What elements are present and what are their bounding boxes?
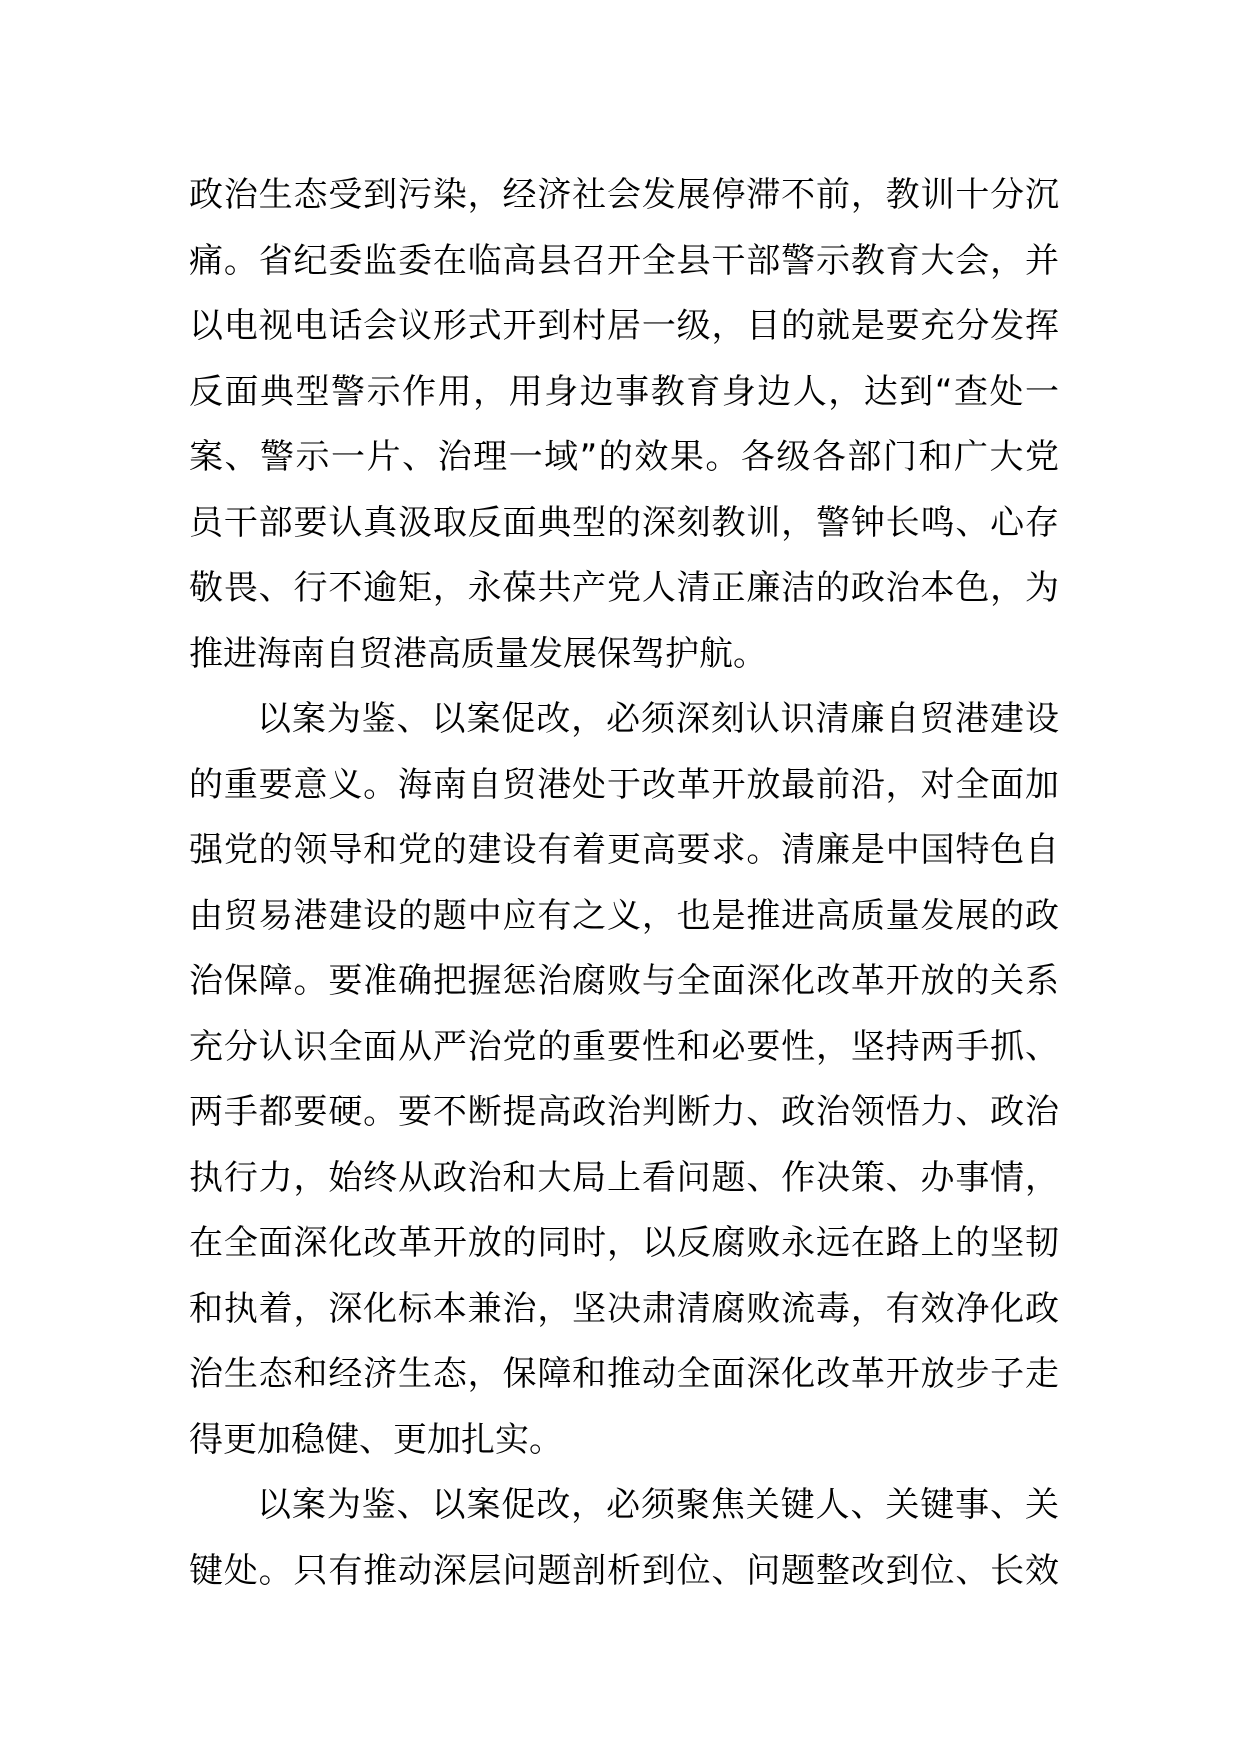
- text-line: 治生态和经济生态，保障和推动全面深化改革开放步子走: [189, 1354, 1059, 1394]
- text-line: 政治生态受到污染，经济社会发展停滞不前，教训十分沉: [189, 175, 1059, 215]
- text-line: 痛。省纪委监委在临高县召开全县干部警示教育大会，并: [189, 240, 1059, 281]
- text-line: 员干部要认真汲取反面典型的深刻教训，警钟长鸣、心存: [189, 502, 1059, 543]
- paragraph-first-line: 以案为鉴、以案促改，必须聚焦关键人、关键事、关: [257, 1485, 1059, 1525]
- text-line: 执行力，始终从政治和大局上看问题、作决策、办事情，: [189, 1157, 1059, 1198]
- text-line: 强党的领导和党的建设有着更高要求。清廉是中国特色自: [189, 830, 1059, 870]
- text-line: 推进海南自贸港高质量发展保驾护航。: [189, 633, 767, 674]
- text-line: 得更加稳健、更加扎实。: [189, 1419, 563, 1460]
- text-line: 反面典型警示作用，用身边事教育身边人，达到“查处一: [189, 371, 1059, 412]
- text-line: 案、警示一片、治理一域”的效果。各级各部门和广大党: [189, 437, 1059, 477]
- text-line: 和执着，深化标本兼治，坚决肃清腐败流毒，有效净化政: [189, 1288, 1059, 1329]
- text-line: 在全面深化改革开放的同时，以反腐败永远在路上的坚韧: [189, 1223, 1059, 1263]
- text-line: 的重要意义。海南自贸港处于改革开放最前沿，对全面加: [189, 764, 1059, 805]
- text-line: 充分认识全面从严治党的重要性和必要性，坚持两手抓、: [189, 1026, 1059, 1067]
- text-line: 键处。只有推动深层问题剖析到位、问题整改到位、长效: [189, 1550, 1059, 1591]
- paragraph-first-line: 以案为鉴、以案促改，必须深刻认识清廉自贸港建设: [257, 699, 1059, 739]
- text-line: 敬畏、行不逾矩，永葆共产党人清正廉洁的政治本色，为: [189, 568, 1059, 608]
- text-line: 两手都要硬。要不断提高政治判断力、政治领悟力、政治: [189, 1092, 1059, 1132]
- text-line: 由贸易港建设的题中应有之义，也是推进高质量发展的政: [189, 895, 1059, 936]
- text-line: 以电视电话会议形式开到村居一级，目的就是要充分发挥: [189, 306, 1059, 346]
- body-text: [189, 163, 1059, 1604]
- text-line: 治保障。要准确把握惩治腐败与全面深化改革开放的关系: [189, 961, 1059, 1001]
